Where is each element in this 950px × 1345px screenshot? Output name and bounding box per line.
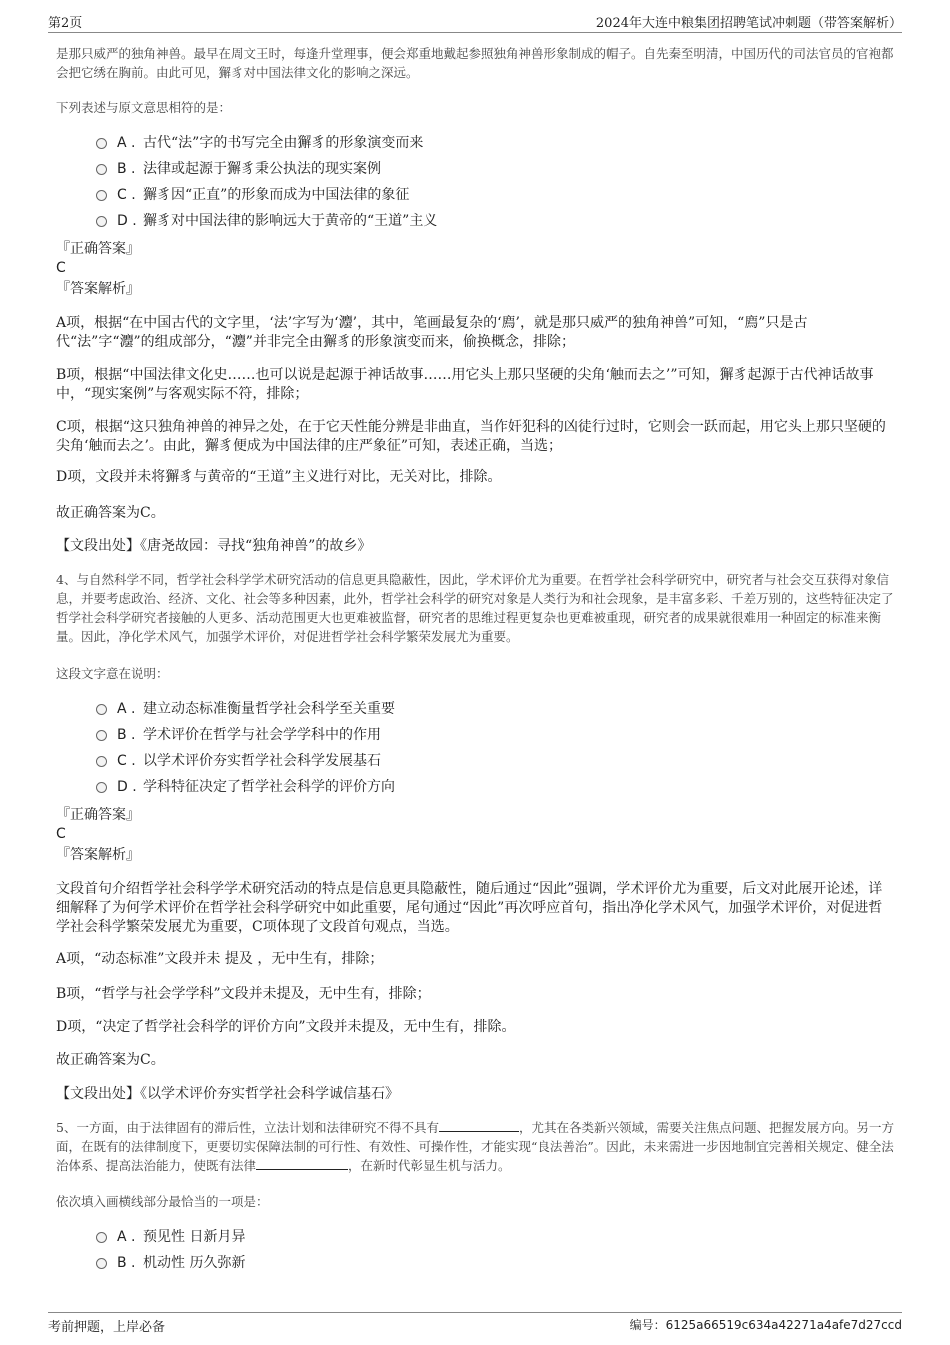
- option-key: A .: [117, 701, 136, 717]
- page-number: 第2页: [48, 16, 83, 31]
- q4-option-d[interactable]: [96, 776, 395, 798]
- option-key: B .: [117, 727, 136, 743]
- q3-option-a[interactable]: [96, 132, 423, 154]
- q4-question: 这段文字意在说明：: [56, 666, 169, 681]
- q3-option-d[interactable]: [96, 210, 437, 232]
- footer-slogan: 考前押题，上岸必备: [48, 1320, 166, 1335]
- q3-analysis-label: 『答案解析』: [56, 281, 140, 297]
- q4-analysis-d: D项，“决定了哲学社会科学的评价方向”文段并未提及，无中生有，排除。: [56, 1019, 516, 1035]
- option-text: 机动性 历久弥新: [143, 1255, 246, 1271]
- option-text: 法律或起源于獬豸秉公执法的现实案例: [143, 161, 381, 177]
- q5-option-a[interactable]: [96, 1226, 245, 1248]
- q3-passage-tail: 是那只威严的独角神兽。最早在周文王时，每逢升堂理事，便会郑重地戴起参照独角神兽形象制成的帽子。自先秦至明清，中国历代的司法官员的官袍都会把它绣在胸前。由此可见，獬豸对中国法律文化的影响之深远。: [56, 46, 894, 80]
- q4-option-c[interactable]: [96, 750, 381, 772]
- q3-option-c[interactable]: [96, 184, 409, 206]
- q4-analysis-a: A项，“动态标准”文段并未 提及 ，无中生有，排除；: [56, 951, 384, 967]
- document-id: 编号：6125a66519c634a42271a4afe7d27ccd: [629, 1318, 902, 1332]
- q4-source: 【文段出处】《以学术评价夯实哲学社会科学诚信基石》: [56, 1086, 399, 1102]
- q4-analysis-label: 『答案解析』: [56, 847, 140, 863]
- option-text: 学科特征决定了哲学社会科学的评价方向: [143, 779, 395, 795]
- option-key: D .: [117, 779, 137, 795]
- fill-blank-1[interactable]: [439, 1119, 519, 1132]
- q5-option-b[interactable]: [96, 1252, 245, 1274]
- q5-passage-part1: 5、一方面，由于法律固有的滞后性，立法计划和法律研究不得不具有: [56, 1120, 439, 1135]
- option-key: A .: [117, 1229, 136, 1245]
- radio-icon[interactable]: [96, 190, 107, 201]
- radio-icon[interactable]: [96, 1258, 107, 1269]
- q4-option-b[interactable]: [96, 724, 381, 746]
- q5-question: 依次填入画横线部分最恰当的一项是：: [56, 1194, 269, 1209]
- option-text: 古代“法”字的书写完全由獬豸的形象演变而来: [143, 135, 424, 151]
- q3-option-b[interactable]: [96, 158, 381, 180]
- radio-icon[interactable]: [96, 1232, 107, 1243]
- q4-analysis-main: 文段首句介绍哲学社会科学学术研究活动的特点是信息更具隐蔽性，随后通过“因此”强调，学术评价尤为重要，后文对此展开论述，详细解释了为何学术评价在哲学社会科学研究中如此重要，尾句通过“因此”再次呼应首句，指出净化学术风气，加强学术评价，对促进哲学社会科学繁荣发展尤为重要，C项体现了文段首句观点，当选。: [56, 881, 883, 935]
- q3-source: 【文段出处】《唐尧故园：寻找“独角神兽”的故乡》: [56, 538, 372, 554]
- option-text: 獬豸对中国法律的影响远大于黄帝的“王道”主义: [143, 213, 438, 229]
- q5-passage-part2: ，尤其在各类新兴领域，需要关注焦点问题、把握发展方向。另一方面，在既有的法律制度下，更要切实保障法制的可行性、有效性、可操作性，才能实现“良法善治”。因此，未来需进一步因地制宜完善相关规定、健全法治体系、提高法治能力，使既有法律: [56, 1120, 894, 1173]
- radio-icon[interactable]: [96, 730, 107, 741]
- q3-analysis-d: D项，文段并未将獬豸与黄帝的“王道”主义进行对比，无关对比，排除。: [56, 469, 502, 485]
- q4-passage: 4、与自然科学不同，哲学社会科学学术研究活动的信息更具隐蔽性，因此，学术评价尤为重要。在哲学社会科学研究中，研究者与社会交互获得对象信息，并要考虑政治、经济、文化、社会等多种因素，此外，哲学社会科学的研究对象是人类行为和社会现象，是丰富多彩、千差万别的，这些特征决定了哲学社会科学研究者接触的人更多、活动范围更大也更难被监督，研究者的思维过程更复杂也更难被重现，研究者的成果就很难用一种固定的标准来衡量。因此，净化学术风气，加强学术评价，对促进哲学社会科学繁荣发展尤为重要。: [56, 572, 894, 644]
- q3-answer-label: 『正确答案』: [56, 241, 140, 257]
- q5-passage-part3: ，在新时代彰显生机与活力。: [348, 1158, 511, 1173]
- q4-analysis-b: B项，“哲学与社会学学科”文段并未提及，无中生有，排除；: [56, 986, 431, 1002]
- option-key: B .: [117, 161, 136, 177]
- q3-question: 下列表述与原文意思相符的是：: [56, 100, 232, 115]
- option-key: C .: [117, 187, 136, 203]
- option-key: D .: [117, 213, 137, 229]
- q3-analysis-c: C项，根据“这只独角神兽的神异之处，在于它天性能分辨是非曲直，当作奸犯科的凶徒行过时，它则会一跃而起，用它头上那只坚硬的尖角‘触而去之’。由此，獬豸便成为中国法律的庄严象征”可知，表述正确，当选；: [56, 419, 886, 454]
- option-key: C .: [117, 753, 136, 769]
- option-text: 以学术评价夯实哲学社会科学发展基石: [143, 753, 381, 769]
- radio-icon[interactable]: [96, 782, 107, 793]
- option-text: 预见性 日新月异: [143, 1229, 246, 1245]
- q4-option-a[interactable]: [96, 698, 395, 720]
- option-key: A .: [117, 135, 136, 151]
- q3-analysis-a: A项，根据“在中国古代的文字里，‘法’字写为‘灋’，其中，笔画最复杂的‘廌’，就是那只威严的独角神兽”可知，“廌”只是古代“法”字“灋”的组成部分，“灋”并非完全由獬豸的形象演变而来，偷换概念，排除；: [56, 315, 808, 350]
- q4-answer: C: [56, 826, 66, 842]
- q3-answer: C: [56, 260, 66, 276]
- fill-blank-2[interactable]: [256, 1157, 348, 1170]
- radio-icon[interactable]: [96, 138, 107, 149]
- radio-icon[interactable]: [96, 164, 107, 175]
- q3-conclusion: 故正确答案为C。: [56, 505, 165, 521]
- radio-icon[interactable]: [96, 756, 107, 767]
- q5-passage: [56, 1118, 894, 1175]
- radio-icon[interactable]: [96, 704, 107, 715]
- q4-conclusion: 故正确答案为C。: [56, 1052, 165, 1068]
- option-key: B .: [117, 1255, 136, 1271]
- document-title: 2024年大连中粮集团招聘笔试冲刺题（带答案解析）: [595, 16, 902, 31]
- q3-analysis-b: B项，根据“中国法律文化史……也可以说是起源于神话故事……用它头上那只坚硬的尖角‘触而去之’”可知，獬豸起源于古代神话故事中，“现实案例”与客观实际不符，排除；: [56, 367, 874, 402]
- page-footer: [48, 1312, 902, 1335]
- page-header: [48, 12, 902, 33]
- q4-answer-label: 『正确答案』: [56, 807, 140, 823]
- option-text: 学术评价在哲学与社会学学科中的作用: [143, 727, 381, 743]
- option-text: 建立动态标准衡量哲学社会科学至关重要: [143, 701, 395, 717]
- option-text: 獬豸因“正直”的形象而成为中国法律的象征: [143, 187, 410, 203]
- radio-icon[interactable]: [96, 216, 107, 227]
